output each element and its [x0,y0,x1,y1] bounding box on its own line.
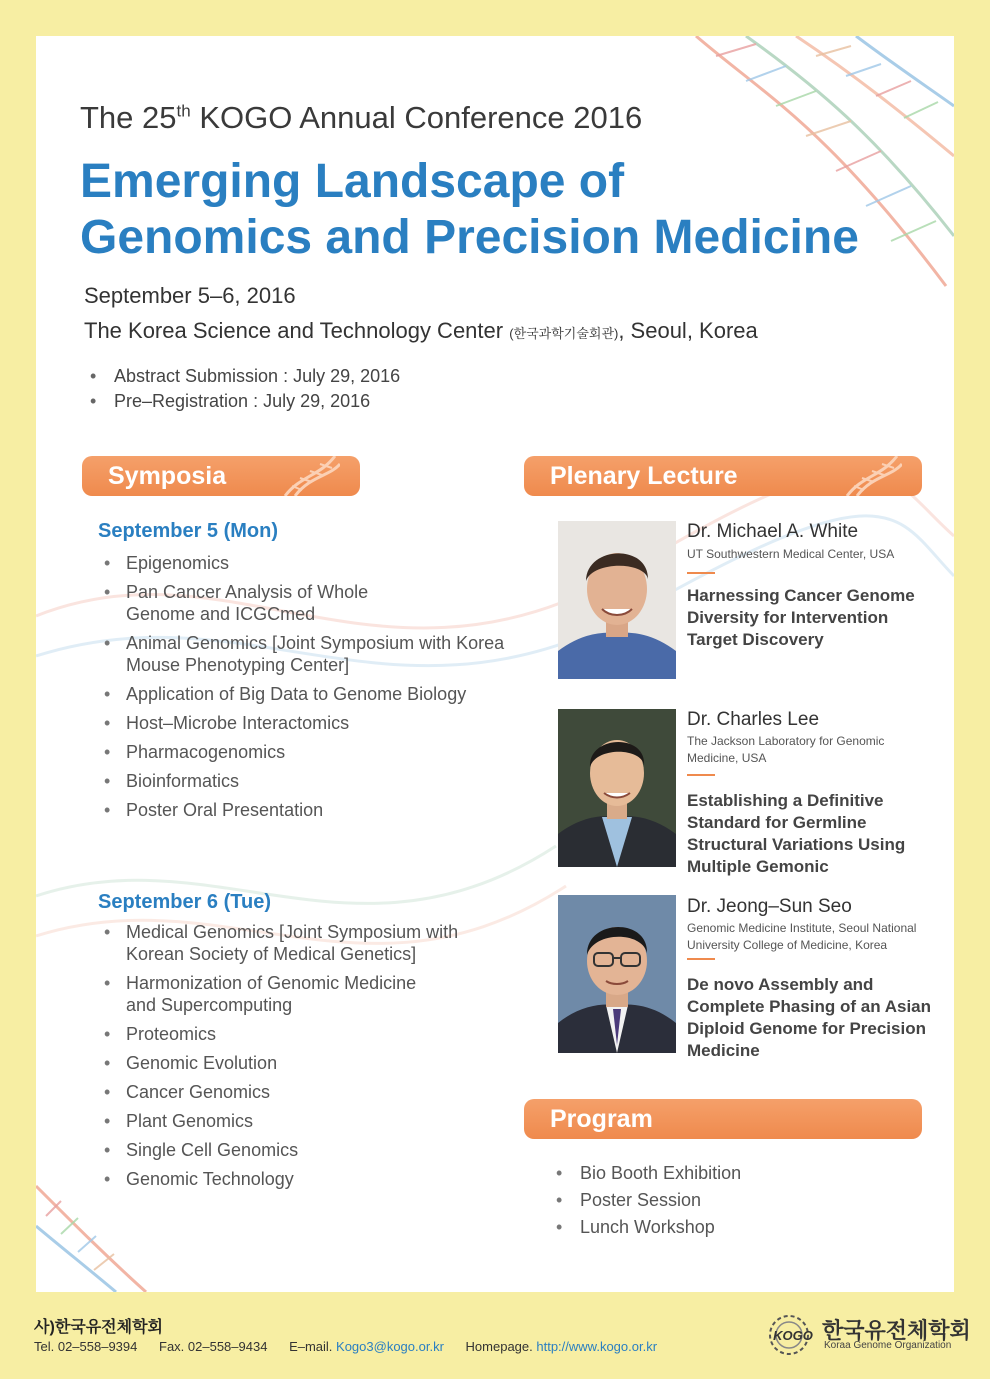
list-item: • Animal Genomics [Joint Symposium with Korea Mouse Phenotyping Center] [98,632,506,676]
list-item: • Medical Genomics [Joint Symposium with Korean Society of Medical Genetics] [98,921,466,965]
conference-name: KOGO Annual Conference 2016 [190,100,643,135]
symposia-day2-list [98,921,518,1197]
footer-contact [34,1339,657,1354]
list-item: • Plant Genomics [98,1110,518,1132]
footer-organization: 사)한국유전체학회 [34,1319,163,1336]
list-item: • Bioinformatics [98,770,518,792]
program-label: Program [550,1105,653,1133]
plenary-label: Plenary Lecture [550,462,738,490]
list-item: • Proteomics [98,1023,518,1045]
logo-mark-text: KOGO [773,1328,813,1343]
speaker-photo-white [558,521,676,679]
footer-fax: Fax. 02–558–9434 [159,1339,268,1354]
speaker-talk-seo: De novo Assembly and Complete Phasing of an Asian Diploid Genome for Precision Medicine [687,975,932,1060]
kogo-logo-icon [766,1312,818,1358]
symposia-day2-heading: September 6 (Tue) [98,891,271,913]
deadline-abstract: • Abstract Submission : July 29, 2016 [90,366,400,391]
conference-ordinal-suffix: th [176,101,191,121]
speaker-affiliation-seo: Genomic Medicine Institute, Seoul National University College of Medicine, Korea [687,921,917,952]
dna-icon [842,456,902,496]
list-item: • Poster Session [556,1190,741,1217]
speaker-name-lee: Dr. Charles Lee [687,709,820,730]
speaker-affiliation-white: UT Southwestern Medical Center, USA [687,547,895,561]
symposia-label: Symposia [108,462,227,490]
program-header [524,1099,922,1139]
list-item: • Bio Booth Exhibition [556,1163,741,1190]
list-item: • Cancer Genomics [98,1081,518,1103]
footer-tel: Tel. 02–558–9394 [34,1339,138,1354]
speaker-talk-lee: Establishing a Definitive Standard for Germline Structural Variations Using Multiple Gemonic [687,791,906,876]
list-item: • Pharmacogenomics [98,741,518,763]
symposia-day1-list [98,552,518,828]
venue-city: , Seoul, Korea [618,318,758,343]
logo-english-name: Koraa Genome Organization [824,1340,952,1351]
conference-title [80,100,642,136]
speaker-divider [687,572,715,574]
conference-date: September 5–6, 2016 [84,283,296,308]
program-list [556,1163,741,1244]
footer-homepage-link[interactable]: http://www.kogo.or.kr [536,1339,658,1354]
symposia-day1-heading: September 5 (Mon) [98,520,279,542]
footer-email-link[interactable]: Kogo3@kogo.or.kr [336,1339,444,1354]
speaker-name-white: Dr. Michael A. White [687,521,859,542]
list-item: • Lunch Workshop [556,1217,741,1244]
speaker-photo-lee [558,709,676,867]
main-title-line1: Emerging Landscape of [80,155,625,208]
list-item: • Single Cell Genomics [98,1139,518,1161]
conference-venue [84,318,758,344]
main-title [80,154,859,266]
speaker-divider [687,958,715,960]
list-item: • Application of Big Data to Genome Biology [98,683,518,705]
plenary-header [524,456,922,496]
list-item: • Poster Oral Presentation [98,799,518,821]
speaker-talk-white: Harnessing Cancer Genome Diversity for Intervention Target Discovery [687,586,915,649]
speaker-name-seo: Dr. Jeong–Sun Seo [687,896,852,917]
logo-korean-name: 한국유전체학회 [822,1318,971,1343]
symposia-header [82,456,360,496]
conference-ordinal: The 25 [80,100,177,135]
list-item: • Harmonization of Genomic Medicine and Supercomputing [98,972,426,1016]
list-item: • Host–Microbe Interactomics [98,712,518,734]
list-item: • Pan Cancer Analysis of Whole Genome and ICGCmed [98,581,426,625]
speaker-divider [687,774,715,776]
list-item: • Epigenomics [98,552,518,574]
main-title-line2: Genomics and Precision Medicine [80,211,859,264]
list-item: • Genomic Technology [98,1168,518,1190]
footer-email-label: E–mail. [289,1339,337,1354]
footer-homepage-label: Homepage. [465,1339,537,1354]
venue-korean-name: (한국과학기술회관) [509,326,619,341]
dna-icon [280,456,340,496]
list-item: • Genomic Evolution [98,1052,518,1074]
deadline-registration: • Pre–Registration : July 29, 2016 [90,391,400,416]
speaker-photo-seo [558,895,676,1053]
deadline-list [90,366,400,416]
speaker-affiliation-lee: The Jackson Laboratory for Genomic Medicine, USA [687,734,885,765]
poster [36,36,954,1292]
venue-name: The Korea Science and Technology Center [84,318,510,343]
